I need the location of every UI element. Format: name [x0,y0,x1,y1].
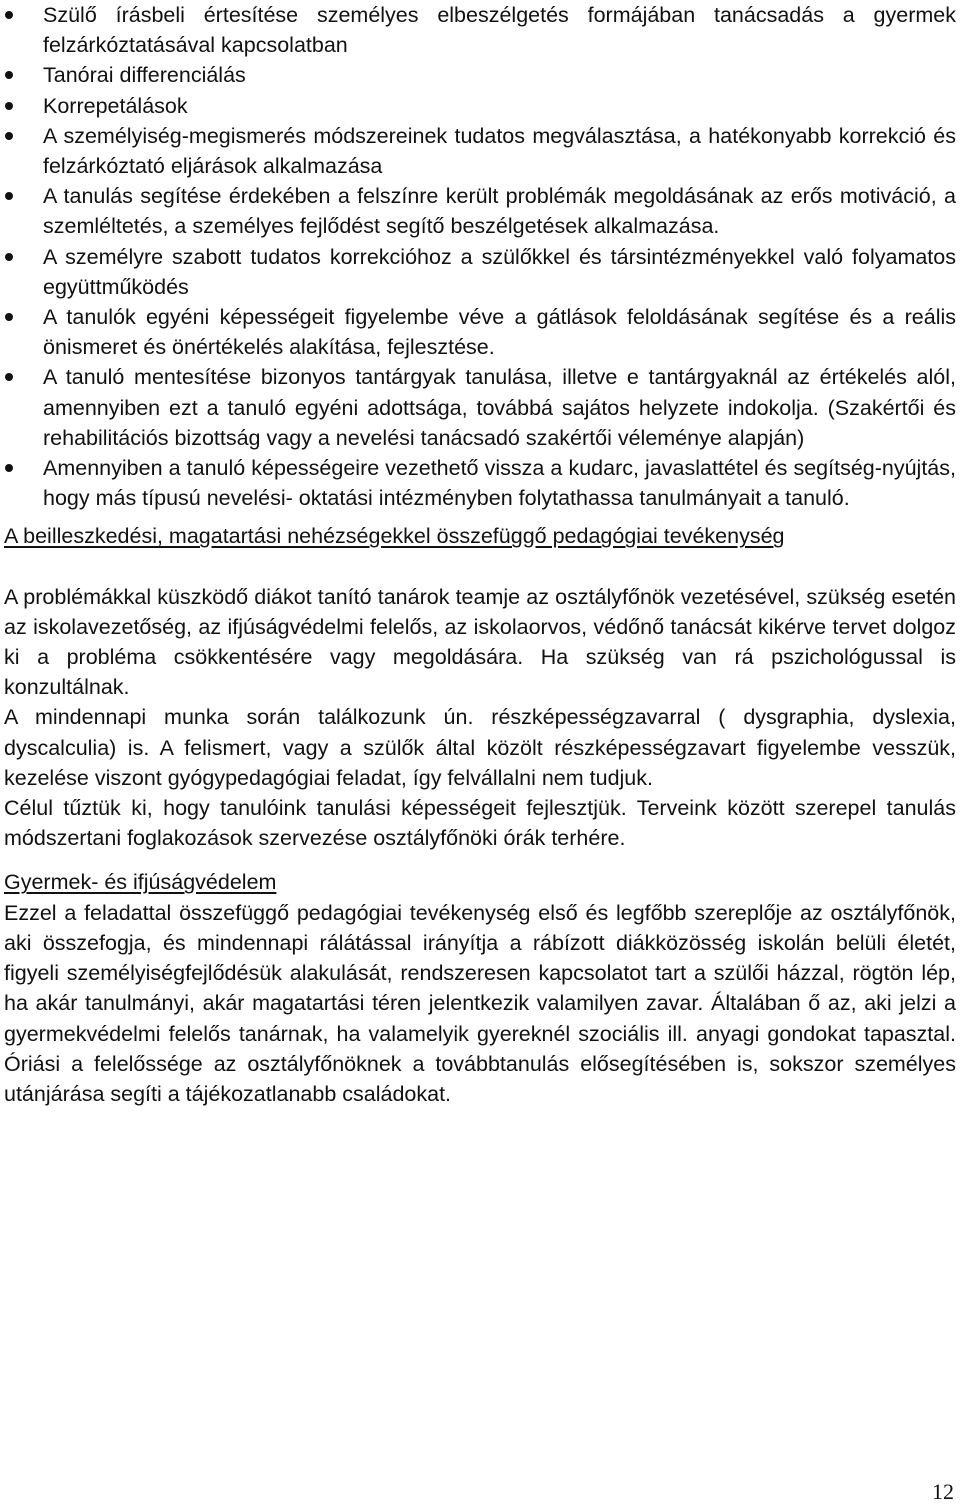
list-item: Amennyiben a tanuló képességeire vezethető vissza a kudarc, javaslattétel és segítség-nyújtás, hogy más típusú nevelési- oktatási intézményben folytathassa tanulmányait a tanuló. [4,453,956,513]
list-item: Tanórai differenciálás [4,60,956,90]
paragraph: Célul tűztük ki, hogy tanulóink tanulási képességeit fejlesztjük. Terveink között szerepel tanulás módszertani foglakozások szervezése osztályfőnöki órák terhére. [4,796,956,851]
paragraph: A mindennapi munka során találkozunk ún. részképességzavarral ( dysgraphia, dyslexia, dyscalculia) is. A felismert, vagy a szülők által közölt részképességzavart figyelembe vesszük, kezelése viszont gyógypedagógiai feladat, így felvállalni nem tudjuk. [4,705,956,790]
list-item: A tanulók egyéni képességeit figyelembe véve a gátlások feloldásának segítése és a reális önismeret és önértékelés alakítása, fejlesztése. [4,302,956,362]
list-item: A tanulás segítése érdekében a felszínre került problémák megoldásának az erős motiváció, a szemléltetés, a személyes fejlődést segítő beszélgetések alkalmazása. [4,181,956,241]
section-heading-integration: A beilleszkedési, magatartási nehézségekkel összefüggő pedagógiai tevékenység [4,524,785,549]
document-page [4,0,956,1109]
paragraph: Ezzel a feladattal összefüggő pedagógiai tevékenység első és legfőbb szereplője az osztályfőnök, aki összefogja, és mindennapi rálátással irányítja a rábízott diákközösség iskolán belüli életét, figyeli személyiségfejlődésük alakulását, rendszeresen kapcsolatot tart a szülői házzal, rögtön lép, ha akár tanulmányi, akár magatartási téren jelentkezik valamilyen zavar. Általában ő az, aki jelzi a gyermekvédelmi felelős tanárnak, ha valamelyik gyereknél szociális ill. anyagi gondokat tapasztal. Óriási a felelőssége az osztályfőnöknek a továbbtanulás elősegítésében is, sokszor személyes utánjárása segíti a tájékozatlanabb családokat. [4,900,956,1106]
list-item: A személyiség-megismerés módszereinek tudatos megválasztása, a hatékonyabb korrekció és felzárkóztató eljárások alkalmazása [4,121,956,181]
list-item: Korrepetálások [4,91,956,121]
bullet-list [4,0,956,513]
page-number: 12 [932,1479,954,1504]
list-item: A személyre szabott tudatos korrekcióhoz a szülőkkel és társintézményekkel való folyamatos együttműködés [4,242,956,302]
list-item: A tanuló mentesítése bizonyos tantárgyak tanulása, illetve e tantárgyaknál az értékelés alól, amennyiben ezt a tanuló egyéni adottsága, továbbá sajátos helyzete indokolja. (Szakértői és rehabilitációs bizottság vagy a nevelési tanácsadó szakértői véleménye alapján) [4,362,956,453]
list-item: Szülő írásbeli értesítése személyes elbeszélgetés formájában tanácsadás a gyermek felzárkóztatásával kapcsolatban [4,0,956,60]
paragraph: A problémákkal küszködő diákot tanító tanárok teamje az osztályfőnök vezetésével, szükség esetén az iskolavezetőség, az ifjúságvédelmi felelős, az iskolaorvos, védőnő tanácsát kikérve tervet dolgoz ki a probléma csökkentésére vagy megoldására. Ha szükség van rá pszichológussal is konzultálnak. [4,584,956,700]
section-heading-child-protection: Gyermek- és ifjúságvédelem [4,870,277,895]
